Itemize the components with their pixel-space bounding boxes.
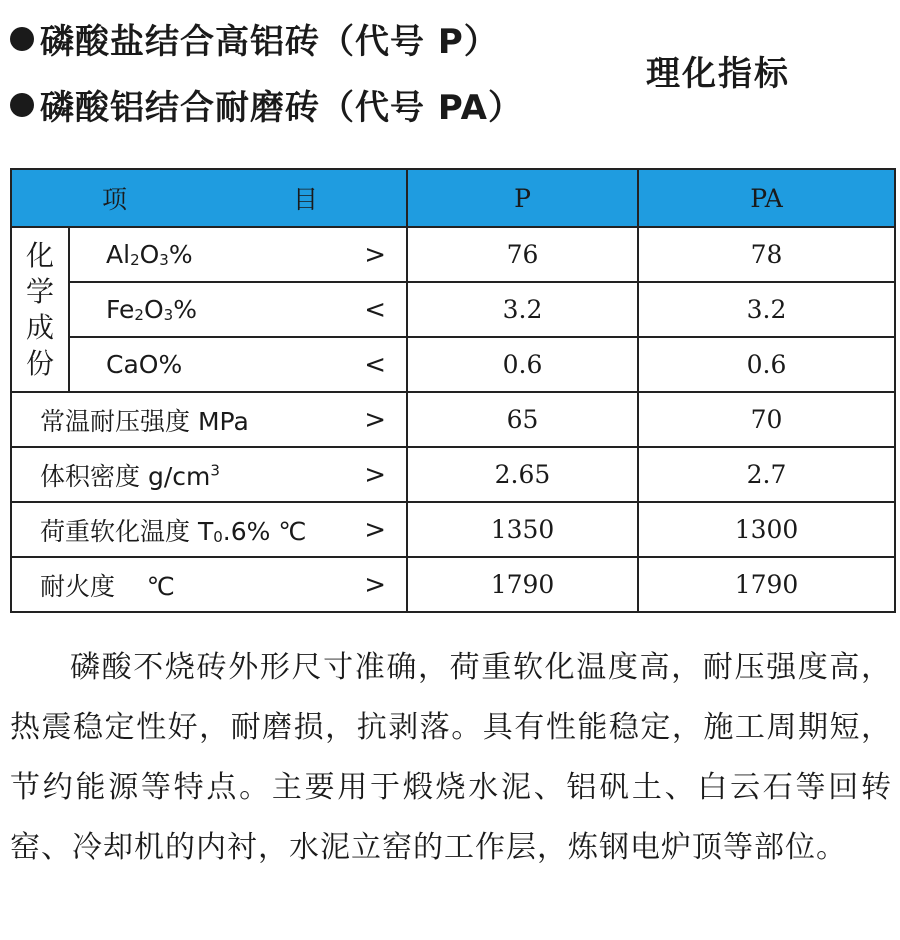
row-label: 体积密度 $g/cm^3$ — [40, 461, 220, 491]
comparator: < — [364, 349, 386, 380]
value-p: 3.2 — [407, 282, 638, 337]
row-name — [11, 502, 407, 557]
product-line-pa — [10, 80, 523, 129]
row-name — [11, 447, 407, 502]
product-description: 磷酸不烧砖外形尺寸准确，荷重软化温度高，耐压强度高，热震稳定性好，耐磨损，抗剥落。具有性能稳定，施工周期短，节约能源等特点。主要用于煅烧水泥、铝矾土、白云石等回转窑、冷却机的内衬，水泥立窑的工作层，炼钢电炉顶等部位。 — [10, 650, 892, 865]
row-label: 常温耐压强度 MPa — [40, 406, 249, 436]
product-title-p: 磷酸盐结合高铝砖（代号 P） — [40, 22, 499, 62]
table-row — [11, 557, 895, 612]
header-item-left: 项 — [102, 185, 128, 214]
table-row — [11, 282, 895, 337]
specs-table — [10, 168, 896, 613]
row-label: $Al_2O_3\%$ — [106, 240, 193, 269]
header-col-p: P — [407, 169, 638, 227]
chem-group-char: 份 — [25, 346, 54, 380]
comparator: > — [364, 239, 386, 270]
value-pa: 3.2 — [638, 282, 895, 337]
value-p: 1790 — [407, 557, 638, 612]
product-line-p — [10, 14, 499, 63]
value-pa: 0.6 — [638, 337, 895, 392]
row-name — [11, 557, 407, 612]
comparator: < — [364, 294, 386, 325]
row-name — [69, 282, 407, 337]
row-label: CaO% — [106, 350, 183, 379]
table-row — [11, 447, 895, 502]
bullet-icon — [10, 93, 34, 117]
row-label: $Fe_2O_3\%$ — [106, 295, 197, 324]
value-pa: 78 — [638, 227, 895, 282]
value-p: 65 — [407, 392, 638, 447]
value-p: 1350 — [407, 502, 638, 557]
chem-group-char: 学 — [25, 274, 54, 308]
section-title: 理化指标 — [646, 54, 790, 94]
row-name — [69, 227, 407, 282]
value-p: 2.65 — [407, 447, 638, 502]
value-pa: 1300 — [638, 502, 895, 557]
comparator: > — [364, 459, 386, 490]
product-title-pa: 磷酸铝结合耐磨砖（代号 PA） — [40, 88, 523, 128]
table-row — [11, 227, 895, 282]
value-p: 0.6 — [407, 337, 638, 392]
table-row — [11, 502, 895, 557]
value-pa: 70 — [638, 392, 895, 447]
value-pa: 1790 — [638, 557, 895, 612]
bullet-icon — [10, 27, 34, 51]
comparator: > — [364, 514, 386, 545]
comparator: > — [364, 404, 386, 435]
chem-group-label — [11, 227, 69, 392]
header-item-right: 目 — [292, 185, 318, 214]
comparator: > — [364, 569, 386, 600]
row-name — [11, 392, 407, 447]
row-label: 荷重软化温度 $T_0.6\%$ ℃ — [40, 516, 307, 546]
chem-group-char: 化 — [25, 238, 54, 272]
chem-group-char: 成 — [25, 310, 54, 344]
header-item — [11, 169, 407, 227]
row-name — [69, 337, 407, 392]
row-label: 耐火度 ℃ — [40, 571, 175, 601]
table-header-row — [11, 169, 895, 227]
table-row — [11, 337, 895, 392]
table-row — [11, 392, 895, 447]
value-p: 76 — [407, 227, 638, 282]
header-col-pa: PA — [638, 169, 895, 227]
value-pa: 2.7 — [638, 447, 895, 502]
